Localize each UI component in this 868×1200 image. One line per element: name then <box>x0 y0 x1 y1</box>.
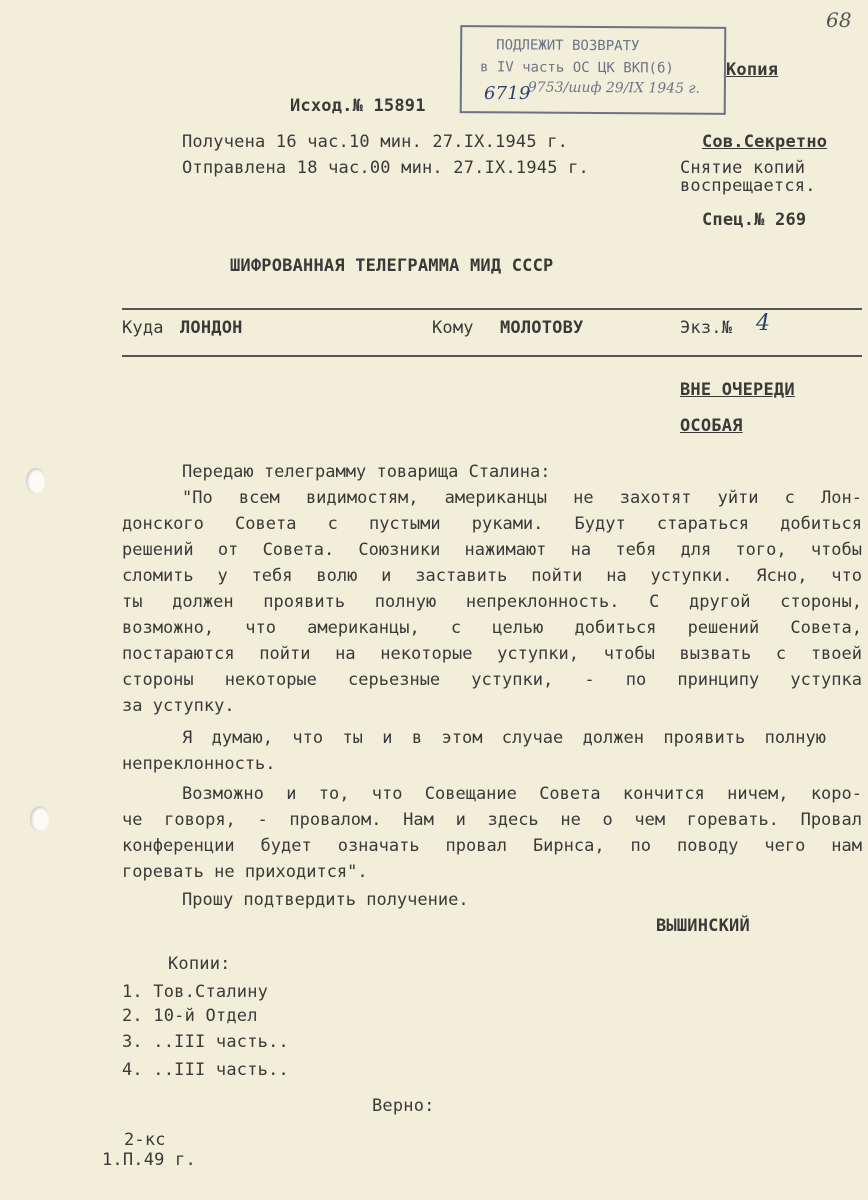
body-p3-line-2: че говоря, - провалом. Нам и здесь не о чем горевать. Провал <box>122 810 862 830</box>
outgoing-number: Исход.№ 15891 <box>290 96 426 116</box>
stamp-line-1: ПОДЛЕЖИТ ВОЗВРАТУ <box>496 37 640 55</box>
stamp-line-2: в IV часть ОС ЦК ВКП(б) <box>479 59 674 77</box>
body-p1-line-9: за уступку. <box>122 696 235 716</box>
verified-label: Верно: <box>372 1096 435 1116</box>
handwritten-registration-number: 6719 <box>484 83 531 104</box>
sent-time: Отправлена 18 час.00 мин. 27.IX.1945 г. <box>182 158 589 178</box>
stamp-line-3-handwritten: 9753/шиф 29/IX 1945 г. <box>527 79 701 97</box>
body-p1-line-2: донского Совета с пустыми руками. Будут стараться добиться <box>122 514 862 534</box>
received-time: Получена 16 час.10 мин. 27.IX.1945 г. <box>182 132 569 152</box>
body-intro: Передаю телеграмму товарища Сталина: <box>182 462 551 482</box>
priority-line-2: ОСОБАЯ <box>680 416 743 436</box>
closing-request: Прошу подтвердить получение. <box>182 890 469 910</box>
body-p2-line-1: Я думаю, что ты и в этом случае должен проявить полную <box>182 728 826 748</box>
secrecy-label: Сов.Секретно <box>702 132 828 152</box>
body-p1-line-7: постараются пойти на некоторые уступки, чтобы вызвать с твоей <box>122 644 862 664</box>
body-p1-line-3: решений от Совета. Союзники нажимают на тебя для того, чтобы <box>122 540 862 560</box>
no-copies-line-1: Снятие копий <box>680 158 806 178</box>
copy-number: 4 <box>756 311 771 336</box>
body-p1-line-1: "По всем видимостям, американцы не захотят уйти с Лон- <box>182 488 862 508</box>
recipient-label: Кому <box>432 318 474 338</box>
body-p1-line-6: возможно, что американцы, с целью добиться решений Совета, <box>122 618 862 638</box>
body-p3-line-1: Возможно и то, что Совещание Совета кончится ничем, коро- <box>182 784 862 804</box>
body-p3-line-4: горевать не приходится". <box>122 862 368 882</box>
destination-label: Куда <box>122 318 164 338</box>
body-p3-line-3: конференции будет означать провал Бирнса, по поводу чего нам <box>122 836 862 856</box>
body-p2-line-2: непреклонность. <box>122 754 276 774</box>
rule-bottom <box>122 355 862 357</box>
body-p1-line-4: сломить у тебя волю и заставить пойти на уступки. Ясно, что <box>122 566 862 586</box>
punch-hole-bottom <box>30 806 50 832</box>
footer-reference: 1.П.49 г. <box>102 1150 196 1170</box>
document-title: ШИФРОВАННАЯ ТЕЛЕГРАММА МИД СССР <box>230 256 554 276</box>
punch-hole-top <box>26 468 46 494</box>
copy-label: Копия <box>726 60 779 80</box>
signature-name: ВЫШИНСКИЙ <box>656 916 750 936</box>
rule-top <box>122 308 862 310</box>
destination: ЛОНДОН <box>180 318 243 338</box>
copy-number-label: Экз.№ <box>680 318 733 338</box>
spec-number: Спец.№ 269 <box>702 210 807 230</box>
copies-label: Копии: <box>168 954 231 974</box>
body-p1-line-8: стороны некоторые серьезные уступки, - по принципу уступка <box>122 670 862 690</box>
recipient: МОЛОТОВУ <box>500 318 584 338</box>
no-copies-line-2: воспрещается. <box>680 176 816 196</box>
copies-item-1: 1. Тов.Сталину <box>122 982 269 1002</box>
footer-code: 2-кс <box>124 1130 166 1150</box>
copies-item-4: 4. ..III часть.. <box>122 1060 289 1080</box>
copies-item-2: 2. 10-й Отдел <box>122 1006 258 1026</box>
body-p1-line-5: ты должен проявить полную непреклонность. С другой стороны, <box>122 592 862 612</box>
copies-item-3: 3. ..III часть.. <box>122 1032 289 1052</box>
priority-line-1: ВНЕ ОЧЕРЕДИ <box>680 380 795 400</box>
page-number: 68 <box>826 8 852 32</box>
